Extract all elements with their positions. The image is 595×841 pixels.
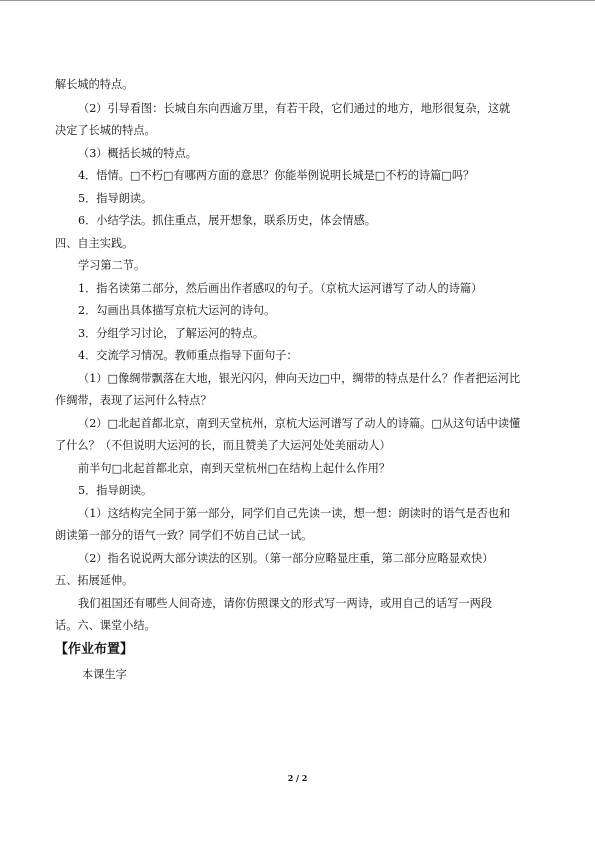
text-line: （1）□像绸带飘落在大地，银光闪闪，伸向天边□中，绸带的特点是什么？作者把运河比	[78, 372, 521, 385]
text-line: 作绸带，表现了运河什么特点？	[55, 394, 212, 407]
homework-heading: 【作业布置】	[55, 642, 134, 657]
text-line: 5．指导朗读。	[78, 484, 153, 497]
text-line: 4．交流学习情况。教师重点指导下面句子：	[78, 349, 298, 362]
text-line: 我们祖国还有哪些人间奇迹，请你仿照课文的形式写一两诗，或用自己的话写一两段	[78, 597, 492, 610]
text-line: 学习第二节。	[78, 259, 146, 272]
text-line: 前半句□北起首都北京，南到天堂杭州□在结构上起什么作用？	[78, 462, 391, 475]
text-line: 决定了长城的特点。	[55, 124, 156, 137]
homework-content: 本课生字	[82, 668, 127, 681]
text-line: （2）指名说说两大部分读法的区别。（第一部分应略显庄重，第二部分应略显欢快）	[78, 552, 494, 565]
text-line: 1．指名读第二部分，然后画出作者感叹的句子。（京杭大运河谱写了动人的诗篇）	[78, 282, 483, 295]
page-number: 2 / 2	[287, 773, 308, 783]
section-heading: 四、自主实践。	[55, 237, 134, 250]
text-line: 话。六、课堂小结。	[55, 619, 156, 632]
text-line: 2．勾画出具体描写京杭大运河的诗句。	[78, 304, 276, 317]
page-top-rule	[0, 0, 595, 1]
text-line: 6．小结学法。抓住重点，展开想象，联系历史，体会情感。	[78, 214, 376, 227]
text-line: 3．分组学习讨论，了解运河的特点。	[78, 327, 265, 340]
section-heading: 五、拓展延伸。	[55, 574, 134, 587]
text-line: 4．悟情。□不朽□有哪两方面的意思？你能举例说明长城是□不朽的诗篇□吗？	[78, 169, 475, 182]
text-line: （2）引导看图：长城自东向西逾万里，有若干段，它们通过的地方，地形很复杂，这就	[78, 102, 511, 115]
text-line: （1）这结构完全同于第一部分，同学们自己先读一读，想一想：朗读时的语气是否也和	[78, 507, 511, 520]
text-line: 解长城的特点。	[55, 78, 134, 91]
text-line: 了什么？（不但说明大运河的长，而且赞美了大运河处处美丽动人）	[55, 439, 391, 452]
text-line: 朗读第一部分的语气一致？同学们不妨自己试一试。	[55, 529, 313, 542]
text-line: 5．指导朗读。	[78, 192, 153, 205]
text-line: （2）□北起首都北京，南到天堂杭州，京杭大运河谱写了动人的诗篇。□从这句话中读懂	[78, 417, 521, 430]
text-line: （3）概括长城的特点。	[78, 147, 197, 160]
